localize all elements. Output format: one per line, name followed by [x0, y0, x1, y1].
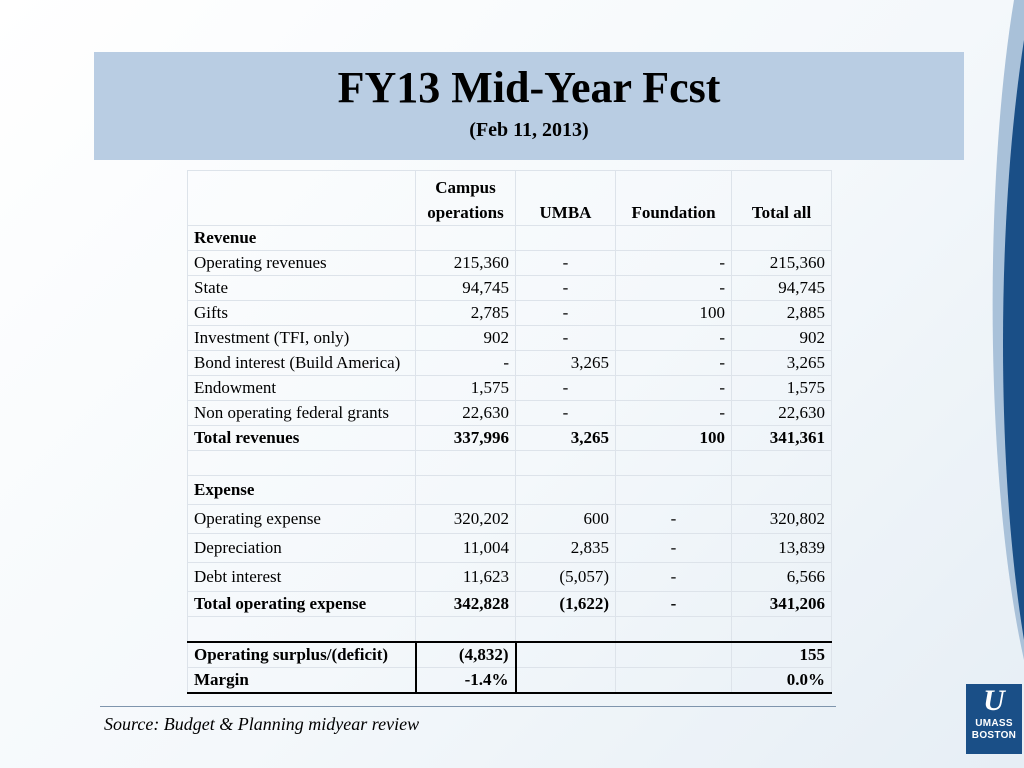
cell-foundation: -	[616, 326, 732, 351]
header-foundation: Foundation	[616, 171, 732, 226]
row-label: Total operating expense	[188, 592, 416, 617]
cell-foundation: -	[616, 592, 732, 617]
row-label: Debt interest	[188, 563, 416, 592]
cell-total: 13,839	[732, 534, 832, 563]
header-total-all: Total all	[732, 171, 832, 226]
cell-total: 155	[732, 642, 832, 668]
cell-campus: (4,832)	[416, 642, 516, 668]
total-expense-row	[188, 592, 832, 617]
cell-total: 22,630	[732, 401, 832, 426]
source-note: Source: Budget & Planning midyear review	[104, 714, 420, 734]
header-campus-line2: operations	[427, 203, 504, 222]
row-label: Operating surplus/(deficit)	[188, 642, 416, 668]
header-umba: UMBA	[516, 171, 616, 226]
table-row	[188, 534, 832, 563]
table-row	[188, 326, 832, 351]
cell-total: 341,361	[732, 426, 832, 451]
cell-campus: 342,828	[416, 592, 516, 617]
forecast-table	[187, 170, 832, 694]
header-campus-line1: Campus	[435, 178, 496, 197]
table-row	[188, 563, 832, 592]
row-label: Total revenues	[188, 426, 416, 451]
table-row	[188, 301, 832, 326]
source-divider	[100, 706, 836, 707]
cell-umba: -	[516, 276, 616, 301]
cell-campus: 902	[416, 326, 516, 351]
cell-campus: 320,202	[416, 505, 516, 534]
row-label: Endowment	[188, 376, 416, 401]
row-label: Depreciation	[188, 534, 416, 563]
title-banner	[94, 52, 964, 160]
table-row	[188, 251, 832, 276]
row-label: Bond interest (Build America)	[188, 351, 416, 376]
cell-foundation: -	[616, 505, 732, 534]
cell-total: 2,885	[732, 301, 832, 326]
table-row	[188, 401, 832, 426]
cell-foundation: -	[616, 563, 732, 592]
cell-campus: 11,004	[416, 534, 516, 563]
row-label: State	[188, 276, 416, 301]
slide-subtitle: (Feb 11, 2013)	[469, 119, 589, 141]
cell-foundation: -	[616, 351, 732, 376]
cell-campus: 337,996	[416, 426, 516, 451]
cell-total: 320,802	[732, 505, 832, 534]
cell-umba: 600	[516, 505, 616, 534]
cell-campus: 2,785	[416, 301, 516, 326]
table-row	[188, 351, 832, 376]
cell-total: 215,360	[732, 251, 832, 276]
cell-umba: (1,622)	[516, 592, 616, 617]
cell-campus: 22,630	[416, 401, 516, 426]
cell-total: 902	[732, 326, 832, 351]
cell-foundation: 100	[616, 426, 732, 451]
logo-line2: BOSTON	[971, 730, 1017, 741]
cell-umba: 3,265	[516, 426, 616, 451]
operating-surplus-row	[188, 642, 832, 668]
row-label: Gifts	[188, 301, 416, 326]
expense-heading-row	[188, 476, 832, 505]
table-row	[188, 505, 832, 534]
row-label: Operating expense	[188, 505, 416, 534]
cell-campus: 1,575	[416, 376, 516, 401]
total-revenues-row	[188, 426, 832, 451]
header-campus-operations	[416, 171, 516, 226]
cell-foundation: -	[616, 276, 732, 301]
cell-foundation: -	[616, 376, 732, 401]
spacer-row	[188, 451, 832, 476]
cell-foundation: -	[616, 251, 732, 276]
logo-line1: UMASS	[975, 718, 1013, 729]
cell-foundation: -	[616, 534, 732, 563]
table-row	[188, 276, 832, 301]
spacer-row	[188, 617, 832, 643]
table-header-row	[188, 171, 832, 226]
cell-umba: -	[516, 301, 616, 326]
cell-total: 6,566	[732, 563, 832, 592]
cell-umba: 3,265	[516, 351, 616, 376]
cell-umba: -	[516, 326, 616, 351]
cell-campus: 94,745	[416, 276, 516, 301]
umass-boston-logo	[966, 684, 1022, 754]
revenue-heading-row	[188, 226, 832, 251]
cell-campus: -	[416, 351, 516, 376]
cell-total: 3,265	[732, 351, 832, 376]
cell-umba: 2,835	[516, 534, 616, 563]
row-label: Non operating federal grants	[188, 401, 416, 426]
logo-mark: U	[983, 684, 1005, 717]
cell-total: 1,575	[732, 376, 832, 401]
expense-heading: Expense	[188, 476, 416, 505]
header-blank	[188, 171, 416, 226]
cell-foundation: -	[616, 401, 732, 426]
margin-row	[188, 668, 832, 694]
slide-title: FY13 Mid-Year Fcst	[337, 63, 721, 112]
cell-total: 341,206	[732, 592, 832, 617]
cell-umba: -	[516, 376, 616, 401]
cell-campus: 11,623	[416, 563, 516, 592]
cell-umba: (5,057)	[516, 563, 616, 592]
row-label: Operating revenues	[188, 251, 416, 276]
cell-umba: -	[516, 251, 616, 276]
revenue-heading: Revenue	[188, 226, 416, 251]
cell-total: 94,745	[732, 276, 832, 301]
cell-umba: -	[516, 401, 616, 426]
cell-foundation: 100	[616, 301, 732, 326]
cell-total: 0.0%	[732, 668, 832, 694]
row-label: Investment (TFI, only)	[188, 326, 416, 351]
cell-campus: -1.4%	[416, 668, 516, 694]
cell-campus: 215,360	[416, 251, 516, 276]
table-row	[188, 376, 832, 401]
row-label: Margin	[188, 668, 416, 694]
